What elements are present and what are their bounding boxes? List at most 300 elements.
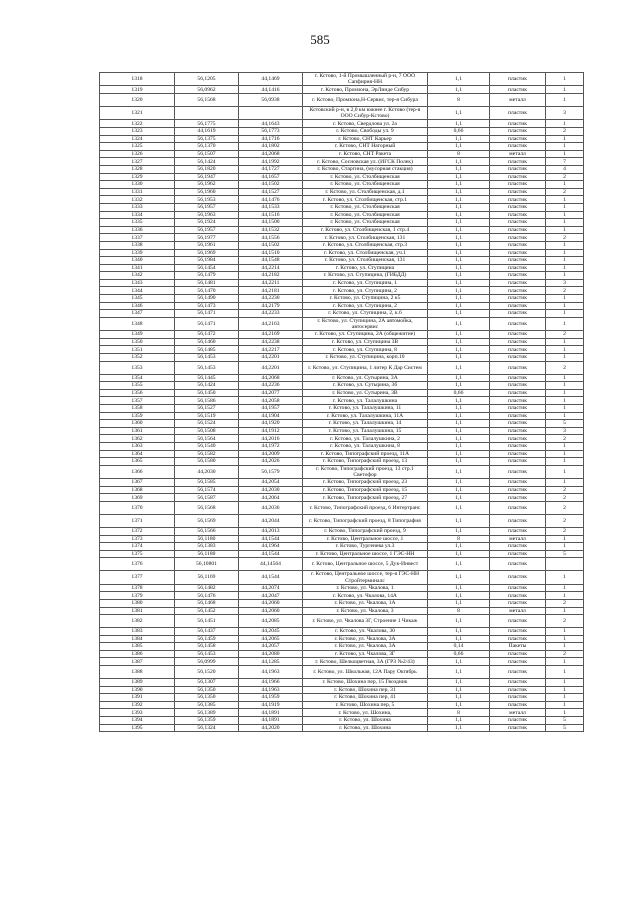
longitude-cell: 44,1912 bbox=[239, 427, 303, 435]
address-cell: г. Кстово, ул. Столбищенская bbox=[303, 173, 428, 181]
count-cell: 1 bbox=[546, 694, 584, 702]
table-row bbox=[100, 331, 584, 339]
row-number-cell: 1326 bbox=[100, 150, 175, 158]
table-row bbox=[100, 599, 584, 607]
address-cell: г. Кстово, ул. Талалушкина, 14 bbox=[303, 420, 428, 428]
row-number-cell: 1373 bbox=[100, 535, 175, 543]
count-cell: 2 bbox=[546, 514, 584, 527]
table-row bbox=[100, 196, 584, 204]
table-row bbox=[100, 94, 584, 107]
latitude-cell: 44,1619 bbox=[175, 128, 239, 136]
volume-cell: 1,1 bbox=[428, 458, 490, 466]
count-cell: 1 bbox=[546, 94, 584, 107]
latitude-cell: 56,1450 bbox=[175, 389, 239, 397]
table-row bbox=[100, 420, 584, 428]
table-row bbox=[100, 211, 584, 219]
address-cell: г. Кстово, Свободы ул. 9 bbox=[303, 128, 428, 136]
material-cell: пластик bbox=[490, 354, 546, 362]
row-number-cell: 1321 bbox=[100, 107, 175, 120]
count-cell: 2 bbox=[546, 234, 584, 242]
row-number-cell: 1331 bbox=[100, 188, 175, 196]
table-row bbox=[100, 86, 584, 94]
row-number-cell: 1342 bbox=[100, 272, 175, 280]
count-cell: 1 bbox=[546, 635, 584, 643]
latitude-cell: 56,1490 bbox=[175, 295, 239, 303]
table-row bbox=[100, 501, 584, 514]
row-number-cell: 1364 bbox=[100, 450, 175, 458]
count-cell: 1 bbox=[546, 679, 584, 687]
address-cell: г. Кстово, Типографский проезд, 13 bbox=[303, 458, 428, 466]
material-cell: пластик bbox=[490, 571, 546, 584]
count-cell: 3 bbox=[546, 279, 584, 287]
count-cell: 2 bbox=[546, 331, 584, 339]
address-cell: г. Кстово, Типографский проезд, 13 стр.1 Светофор bbox=[303, 465, 428, 478]
count-cell: 1 bbox=[546, 317, 584, 330]
row-number-cell: 1338 bbox=[100, 241, 175, 249]
count-cell: 1 bbox=[546, 346, 584, 354]
longitude-cell: 44,2182 bbox=[239, 272, 303, 280]
material-cell: пластик bbox=[490, 543, 546, 551]
longitude-cell: 44,2068 bbox=[239, 150, 303, 158]
table-row bbox=[100, 302, 584, 310]
volume-cell: 1,1 bbox=[428, 249, 490, 257]
count-cell: 2 bbox=[546, 486, 584, 494]
address-cell: г. Кстово, ул. Талалушкина, 11 bbox=[303, 405, 428, 413]
volume-cell: 1,1 bbox=[428, 143, 490, 151]
volume-cell: 1,1 bbox=[428, 397, 490, 405]
latitude-cell: 56,1471 bbox=[175, 317, 239, 330]
count-cell: 1 bbox=[546, 628, 584, 636]
material-cell: пластик bbox=[490, 427, 546, 435]
table-row bbox=[100, 607, 584, 615]
longitude-cell: 44,2016 bbox=[239, 435, 303, 443]
table-row bbox=[100, 317, 584, 330]
latitude-cell bbox=[175, 107, 239, 120]
longitude-cell: 44,2020 bbox=[239, 724, 303, 732]
longitude-cell: 44,1657 bbox=[239, 173, 303, 181]
volume-cell: 1,1 bbox=[428, 514, 490, 527]
latitude-cell: 56,1472 bbox=[175, 331, 239, 339]
table-row bbox=[100, 628, 584, 636]
address-cell: г. Кстово, СНТ Ракета bbox=[303, 150, 428, 158]
volume-cell: 1,1 bbox=[428, 374, 490, 382]
material-cell: пластик bbox=[490, 592, 546, 600]
address-cell: г. Кстово, ул. Столбищенская, 131 bbox=[303, 234, 428, 242]
count-cell: 1 bbox=[546, 264, 584, 272]
table-row bbox=[100, 181, 584, 189]
row-number-cell: 1391 bbox=[100, 694, 175, 702]
address-cell: г. Кстово, Шелкоцветная, 3А (ГРЗ №2/43) bbox=[303, 658, 428, 666]
material-cell: пластик bbox=[490, 331, 546, 339]
count-cell bbox=[546, 558, 584, 571]
longitude-cell: 44,2064 bbox=[239, 494, 303, 502]
table-row bbox=[100, 535, 584, 543]
address-cell: г. Кстово, ул. Столбищенская bbox=[303, 181, 428, 189]
table-row bbox=[100, 382, 584, 390]
material-cell: пластик bbox=[490, 420, 546, 428]
row-number-cell: 1384 bbox=[100, 635, 175, 643]
count-cell: 1 bbox=[546, 389, 584, 397]
table-row bbox=[100, 203, 584, 211]
table-row bbox=[100, 465, 584, 478]
row-number-cell: 1347 bbox=[100, 310, 175, 318]
latitude-cell: 56,1389 bbox=[175, 709, 239, 717]
longitude-cell: 44,2201 bbox=[239, 361, 303, 374]
address-cell: г. Кстово, ул. Ступицина bbox=[303, 264, 428, 272]
material-cell: пластик bbox=[490, 165, 546, 173]
material-cell: пластик bbox=[490, 73, 546, 86]
count-cell: 1 bbox=[546, 666, 584, 679]
longitude-cell: 44,2217 bbox=[239, 346, 303, 354]
volume-cell: 1,1 bbox=[428, 717, 490, 725]
table-row bbox=[100, 389, 584, 397]
address-cell: г. Кстово, Сосновская ул. (ИГСК Полек) bbox=[303, 158, 428, 166]
latitude-cell: 56,1452 bbox=[175, 607, 239, 615]
volume-cell: 1,1 bbox=[428, 302, 490, 310]
row-number-cell: 1388 bbox=[100, 666, 175, 679]
table-row bbox=[100, 287, 584, 295]
row-number-cell: 1324 bbox=[100, 135, 175, 143]
address-cell: г. Кстово, ул. Талалушкина, 15 bbox=[303, 427, 428, 435]
material-cell: пластик bbox=[490, 501, 546, 514]
longitude-cell: 44,2057 bbox=[239, 643, 303, 651]
count-cell: 1 bbox=[546, 257, 584, 265]
row-number-cell: 1363 bbox=[100, 442, 175, 450]
address-cell: г. Кстово, СНТ Карьер bbox=[303, 135, 428, 143]
latitude-cell: 56,1350 bbox=[175, 694, 239, 702]
latitude-cell: 56,0962 bbox=[175, 86, 239, 94]
row-number-cell: 1379 bbox=[100, 592, 175, 600]
volume-cell: 1,1 bbox=[428, 686, 490, 694]
row-number-cell: 1383 bbox=[100, 628, 175, 636]
material-cell: пластик bbox=[490, 211, 546, 219]
count-cell: 2 bbox=[546, 435, 584, 443]
address-cell: г. Кстово, Типографский проезд, 8 Типография bbox=[303, 514, 428, 527]
longitude-cell: 44,1643 bbox=[239, 120, 303, 128]
address-cell: г. Кстово, ул. Талалушкина, 8 bbox=[303, 442, 428, 450]
latitude-cell: 56,1383 bbox=[175, 543, 239, 551]
count-cell: 2 bbox=[546, 494, 584, 502]
latitude-cell: 56,1169 bbox=[175, 571, 239, 584]
latitude-cell: 56,1582 bbox=[175, 450, 239, 458]
count-cell: 1 bbox=[546, 643, 584, 651]
table-row bbox=[100, 550, 584, 558]
material-cell: пластик bbox=[490, 514, 546, 527]
volume-cell: 1,1 bbox=[428, 494, 490, 502]
latitude-cell: 56,1473 bbox=[175, 302, 239, 310]
volume-cell: 1,1 bbox=[428, 203, 490, 211]
row-number-cell: 1349 bbox=[100, 331, 175, 339]
table-row bbox=[100, 361, 584, 374]
volume-cell: 1,1 bbox=[428, 211, 490, 219]
count-cell: 1 bbox=[546, 686, 584, 694]
address-cell: г. Кстово, ул. Столбищенская, д.1 bbox=[303, 188, 428, 196]
row-number-cell: 1381 bbox=[100, 607, 175, 615]
count-cell: 1 bbox=[546, 302, 584, 310]
material-cell: пластик bbox=[490, 458, 546, 466]
material-cell: пластик bbox=[490, 486, 546, 494]
volume-cell: 1,1 bbox=[428, 338, 490, 346]
latitude-cell: 56,1587 bbox=[175, 494, 239, 502]
table-row bbox=[100, 173, 584, 181]
volume-cell: 1,1 bbox=[428, 361, 490, 374]
material-cell: пластик bbox=[490, 264, 546, 272]
volume-cell: 1,1 bbox=[428, 226, 490, 234]
table-row bbox=[100, 354, 584, 362]
volume-cell: 1,1 bbox=[428, 420, 490, 428]
count-cell: 1 bbox=[546, 143, 584, 151]
volume-cell: 1,1 bbox=[428, 382, 490, 390]
address-cell: г. Кстово, ул. Ступицина, (ГИБДД) bbox=[303, 272, 428, 280]
latitude-cell: 56,1459 bbox=[175, 635, 239, 643]
table-row bbox=[100, 571, 584, 584]
latitude-cell: 56,1519 bbox=[175, 412, 239, 420]
row-number-cell: 1386 bbox=[100, 650, 175, 658]
volume-cell: 1,1 bbox=[428, 679, 490, 687]
latitude-cell: 56,1984 bbox=[175, 257, 239, 265]
latitude-cell: 56,1451 bbox=[175, 615, 239, 628]
row-number-cell: 1354 bbox=[100, 374, 175, 382]
material-cell: пластик bbox=[490, 143, 546, 151]
row-number-cell: 1340 bbox=[100, 257, 175, 265]
longitude-cell: 44,1891 bbox=[239, 709, 303, 717]
longitude-cell: 44,2058 bbox=[239, 397, 303, 405]
table-row bbox=[100, 643, 584, 651]
table-row bbox=[100, 234, 584, 242]
count-cell: 3 bbox=[546, 107, 584, 120]
volume-cell: 1,1 bbox=[428, 628, 490, 636]
longitude-cell: 44,1920 bbox=[239, 420, 303, 428]
latitude-cell: 56,1961 bbox=[175, 241, 239, 249]
material-cell: пластик bbox=[490, 694, 546, 702]
table-row bbox=[100, 486, 584, 494]
address-cell: г. Кстово, Центральное шоссе, 1 ГЭС-НН bbox=[303, 550, 428, 558]
longitude-cell: 44,1891 bbox=[239, 717, 303, 725]
row-number-cell: 1368 bbox=[100, 486, 175, 494]
table-row bbox=[100, 479, 584, 487]
table-row bbox=[100, 338, 584, 346]
row-number-cell: 1336 bbox=[100, 226, 175, 234]
row-number-cell: 1392 bbox=[100, 701, 175, 709]
count-cell: 1 bbox=[546, 310, 584, 318]
row-number-cell: 1320 bbox=[100, 94, 175, 107]
count-cell: 2 bbox=[546, 287, 584, 295]
count-cell: 1 bbox=[546, 219, 584, 227]
volume-cell: 8 bbox=[428, 709, 490, 717]
latitude-cell: 56,1568 bbox=[175, 501, 239, 514]
material-cell: пластик bbox=[490, 382, 546, 390]
address-cell: г. Кстово, ул. Столбищенская, стр.3 bbox=[303, 241, 428, 249]
latitude-cell: 56,1963 bbox=[175, 211, 239, 219]
longitude-cell: 44,2013 bbox=[239, 527, 303, 535]
longitude-cell: 44,2077 bbox=[239, 389, 303, 397]
material-cell: пластик bbox=[490, 494, 546, 502]
longitude-cell: 44,2163 bbox=[239, 317, 303, 330]
address-cell: г. Кстово, ул. Чкалова, 3Г bbox=[303, 650, 428, 658]
latitude-cell: 56,1507 bbox=[175, 150, 239, 158]
longitude-cell: 44,2230 bbox=[239, 295, 303, 303]
longitude-cell: 56,1773 bbox=[239, 128, 303, 136]
material-cell: пластик bbox=[490, 279, 546, 287]
volume-cell: 8 bbox=[428, 535, 490, 543]
count-cell: 1 bbox=[546, 592, 584, 600]
latitude-cell: 56,1324 bbox=[175, 724, 239, 732]
address-cell: г. Кстово, ул. Чкалова, 3 bbox=[303, 607, 428, 615]
address-cell: г. Кстово, ул. Чкалова, 1 bbox=[303, 584, 428, 592]
material-cell: пластик bbox=[490, 666, 546, 679]
count-cell: 1 bbox=[546, 354, 584, 362]
count-cell: 1 bbox=[546, 535, 584, 543]
address-cell: г. Кстово, ул. Ступицина, 2А (общежитие) bbox=[303, 331, 428, 339]
address-cell: г. Кстово, ул. Ступицина, 8 bbox=[303, 346, 428, 354]
count-cell: 1 bbox=[546, 658, 584, 666]
count-cell: 1 bbox=[546, 374, 584, 382]
count-cell: 1 bbox=[546, 709, 584, 717]
address-cell: г. Кстово, ул. Шохина, bbox=[303, 709, 428, 717]
table-row bbox=[100, 374, 584, 382]
row-number-cell: 1382 bbox=[100, 615, 175, 628]
longitude-cell: 44,1963 bbox=[239, 686, 303, 694]
volume-cell: 0,66 bbox=[428, 128, 490, 136]
address-cell: г. Кстово, ул. Сутырина, 3б bbox=[303, 382, 428, 390]
longitude-cell: 44,1476 bbox=[239, 196, 303, 204]
table-row bbox=[100, 584, 584, 592]
latitude-cell: 56,1957 bbox=[175, 203, 239, 211]
longitude-cell: 44,2179 bbox=[239, 302, 303, 310]
longitude-cell: 44,2047 bbox=[239, 592, 303, 600]
address-cell: г. Кстово, ул. Столбищенская bbox=[303, 219, 428, 227]
longitude-cell: 44,1469 bbox=[239, 73, 303, 86]
row-number-cell: 1337 bbox=[100, 234, 175, 242]
table-row bbox=[100, 650, 584, 658]
address-cell: г. Кстово, 1-й Промышленный р-н, 7 ООО Сапфирия-НН bbox=[303, 73, 428, 86]
address-cell: г. Кстово, ул. Сутырина, 3В bbox=[303, 389, 428, 397]
longitude-cell: 44,1727 bbox=[239, 165, 303, 173]
volume-cell: 8 bbox=[428, 150, 490, 158]
material-cell: пластик bbox=[490, 181, 546, 189]
volume-cell: 1,1 bbox=[428, 435, 490, 443]
latitude-cell: 56,1580 bbox=[175, 458, 239, 466]
address-cell: г. Кстово, Тургенева ул.3 bbox=[303, 543, 428, 551]
row-number-cell: 1329 bbox=[100, 173, 175, 181]
longitude-cell: 44,2044 bbox=[239, 514, 303, 527]
address-cell: г. Кстово, ул. Столбищенская, 131 bbox=[303, 257, 428, 265]
address-cell: г. Кстово, Центральное шоссе, 1 bbox=[303, 535, 428, 543]
table-row bbox=[100, 165, 584, 173]
row-number-cell: 1395 bbox=[100, 724, 175, 732]
material-cell: пластик bbox=[490, 442, 546, 450]
latitude-cell: 56,1180 bbox=[175, 550, 239, 558]
latitude-cell: 56,1947 bbox=[175, 173, 239, 181]
longitude-cell: 44,2236 bbox=[239, 382, 303, 390]
latitude-cell: 56,1424 bbox=[175, 382, 239, 390]
material-cell: пластик bbox=[490, 527, 546, 535]
count-cell: 1 bbox=[546, 203, 584, 211]
table-row bbox=[100, 543, 584, 551]
latitude-cell: 56,1524 bbox=[175, 420, 239, 428]
material-cell: пластик bbox=[490, 257, 546, 265]
material-cell: пластик bbox=[490, 338, 546, 346]
count-cell: 1 bbox=[546, 226, 584, 234]
address-cell: г. Кстово, Типографский проезд, 11А bbox=[303, 450, 428, 458]
address-cell: г. Кстово, ул. Сутырина, 3А bbox=[303, 374, 428, 382]
address-cell: г. Кстово, Шохина пер, 31 bbox=[303, 686, 428, 694]
material-cell: пластик bbox=[490, 135, 546, 143]
row-number-cell: 1359 bbox=[100, 412, 175, 420]
material-cell: пластик bbox=[490, 249, 546, 257]
material-cell: пластик bbox=[490, 107, 546, 120]
table-row bbox=[100, 143, 584, 151]
material-cell: пластик bbox=[490, 203, 546, 211]
address-cell: г. Кстово, Шохина пер, 5 bbox=[303, 701, 428, 709]
address-cell: г. Кстово, СНТ Нагорный bbox=[303, 143, 428, 151]
longitude-cell: 44,1532 bbox=[239, 226, 303, 234]
volume-cell: 1,1 bbox=[428, 257, 490, 265]
material-cell: пластик bbox=[490, 196, 546, 204]
count-cell: 1 bbox=[546, 465, 584, 478]
latitude-cell: 56,1437 bbox=[175, 628, 239, 636]
row-number-cell: 1365 bbox=[100, 458, 175, 466]
row-number-cell: 1322 bbox=[100, 120, 175, 128]
material-cell: пластик bbox=[490, 272, 546, 280]
longitude-cell: 44,1802 bbox=[239, 143, 303, 151]
longitude-cell: 44,2065 bbox=[239, 635, 303, 643]
longitude-cell: 44,2060 bbox=[239, 607, 303, 615]
address-cell: г. Кстово, Свердлова ул. 2а bbox=[303, 120, 428, 128]
longitude-cell: 44,2238 bbox=[239, 338, 303, 346]
table-row bbox=[100, 226, 584, 234]
table-row bbox=[100, 107, 584, 120]
count-cell: 5 bbox=[546, 550, 584, 558]
table-row bbox=[100, 694, 584, 702]
latitude-cell: 56,1977 bbox=[175, 234, 239, 242]
count-cell: 2 bbox=[546, 599, 584, 607]
address-cell: г. Кстово, Промзона, ЭрЛинде Сибур bbox=[303, 86, 428, 94]
table-row bbox=[100, 241, 584, 249]
count-cell: 1 bbox=[546, 120, 584, 128]
count-cell: 2 bbox=[546, 501, 584, 514]
longitude-cell: 44,1527 bbox=[239, 188, 303, 196]
row-number-cell: 1325 bbox=[100, 143, 175, 151]
row-number-cell: 1372 bbox=[100, 527, 175, 535]
volume-cell: 1,1 bbox=[428, 310, 490, 318]
address-cell: г. Кстово, ул. Ступицина, 1 литер К Дар Систем bbox=[303, 361, 428, 374]
volume-cell: 1,1 bbox=[428, 694, 490, 702]
latitude-cell: 56,1508 bbox=[175, 427, 239, 435]
row-number-cell: 1345 bbox=[100, 295, 175, 303]
material-cell: пластик bbox=[490, 86, 546, 94]
material-cell: Пакеты bbox=[490, 643, 546, 651]
latitude-cell: 56,1453 bbox=[175, 361, 239, 374]
longitude-cell: 44,2233 bbox=[239, 310, 303, 318]
address-cell: г. Кстово, ул. Ступицина, 2, к.6 bbox=[303, 310, 428, 318]
row-number-cell: 1389 bbox=[100, 679, 175, 687]
longitude-cell: 44,1500 bbox=[239, 219, 303, 227]
volume-cell: 1,1 bbox=[428, 442, 490, 450]
row-number-cell: 1344 bbox=[100, 287, 175, 295]
table-row bbox=[100, 188, 584, 196]
count-cell: 1 bbox=[546, 181, 584, 189]
row-number-cell: 1390 bbox=[100, 686, 175, 694]
latitude-cell: 56,1471 bbox=[175, 310, 239, 318]
address-cell: г. Кстово, ул. Ступицина 3В bbox=[303, 338, 428, 346]
table-row bbox=[100, 264, 584, 272]
longitude-cell: 44,1533 bbox=[239, 203, 303, 211]
latitude-cell: 56,1527 bbox=[175, 405, 239, 413]
table-row bbox=[100, 397, 584, 405]
count-cell: 1 bbox=[546, 412, 584, 420]
count-cell: 2 bbox=[546, 361, 584, 374]
